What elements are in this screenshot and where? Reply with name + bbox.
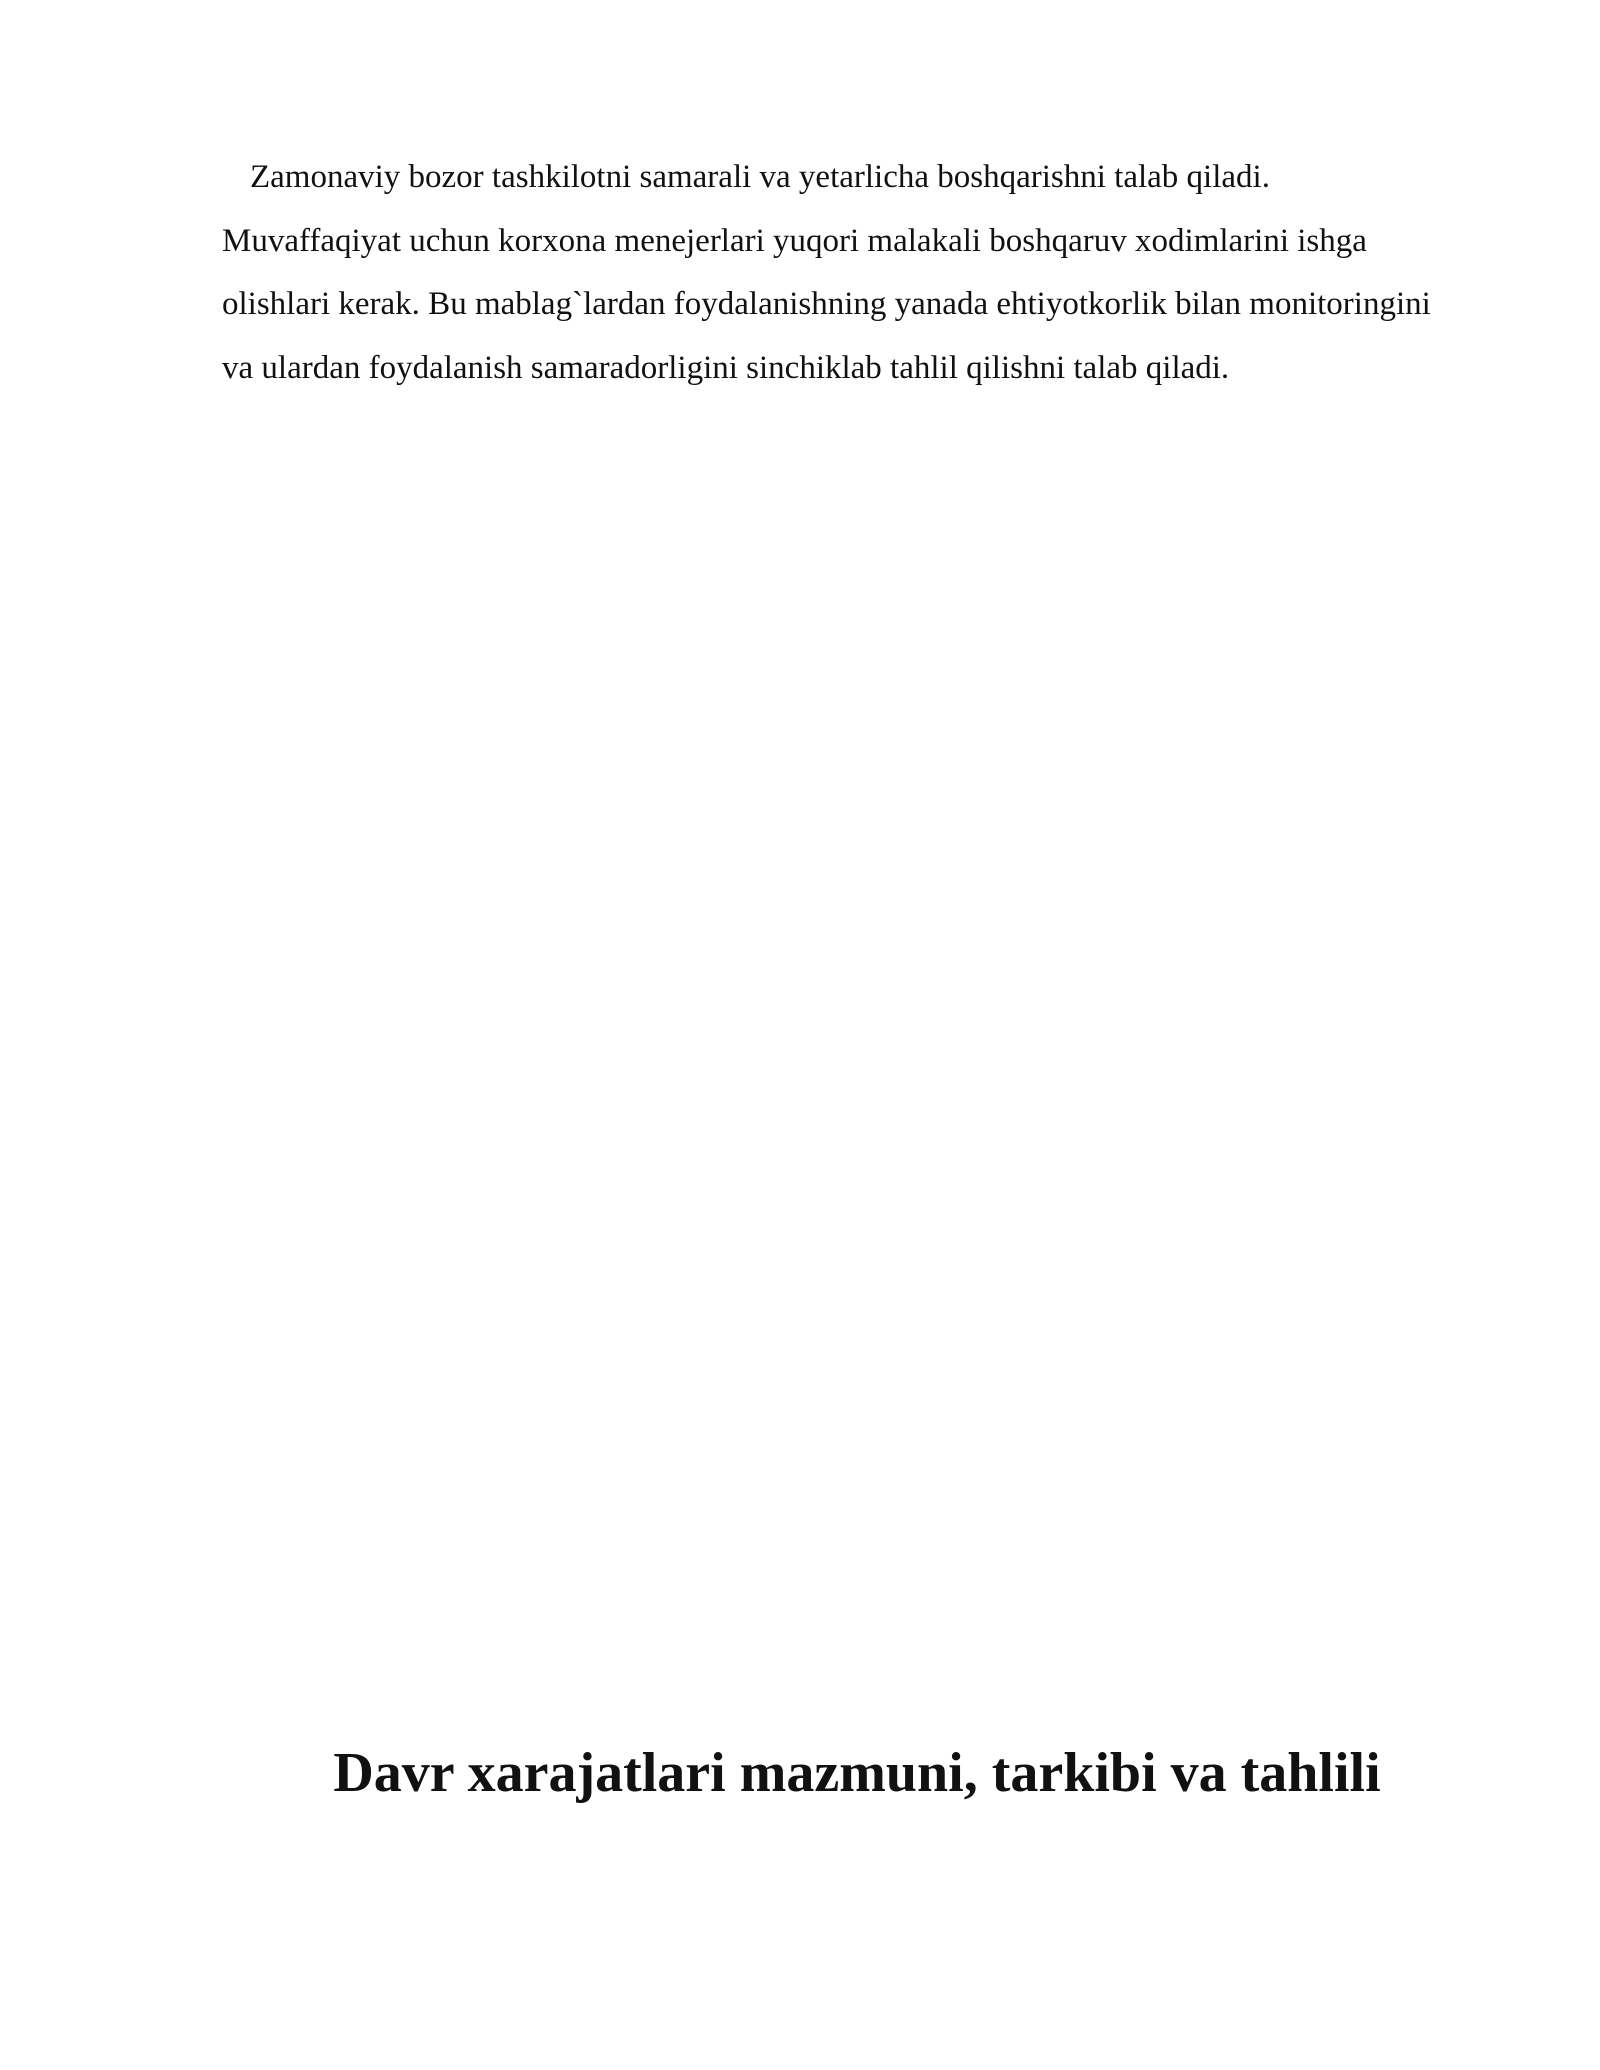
body-paragraph: Zamonaviy bozor tashkilotni samarali va yetarlicha boshqarishni talab qiladi. Muvaffaqiyat uchun korxona menejerlari yuqori malakali boshqaruv xodimlarini ishga olishlari kerak. Bu mablag`lardan foydalanishning yanada ehtiyotkorlik bilan monitoringini va ulardan foydalanish samaradorligini sinchiklab tahlil qilishni talab qiladi. (222, 159, 1431, 386)
section-heading: Davr xarajatlari mazmuni, tarkibi va tahlili (333, 1742, 1381, 1804)
